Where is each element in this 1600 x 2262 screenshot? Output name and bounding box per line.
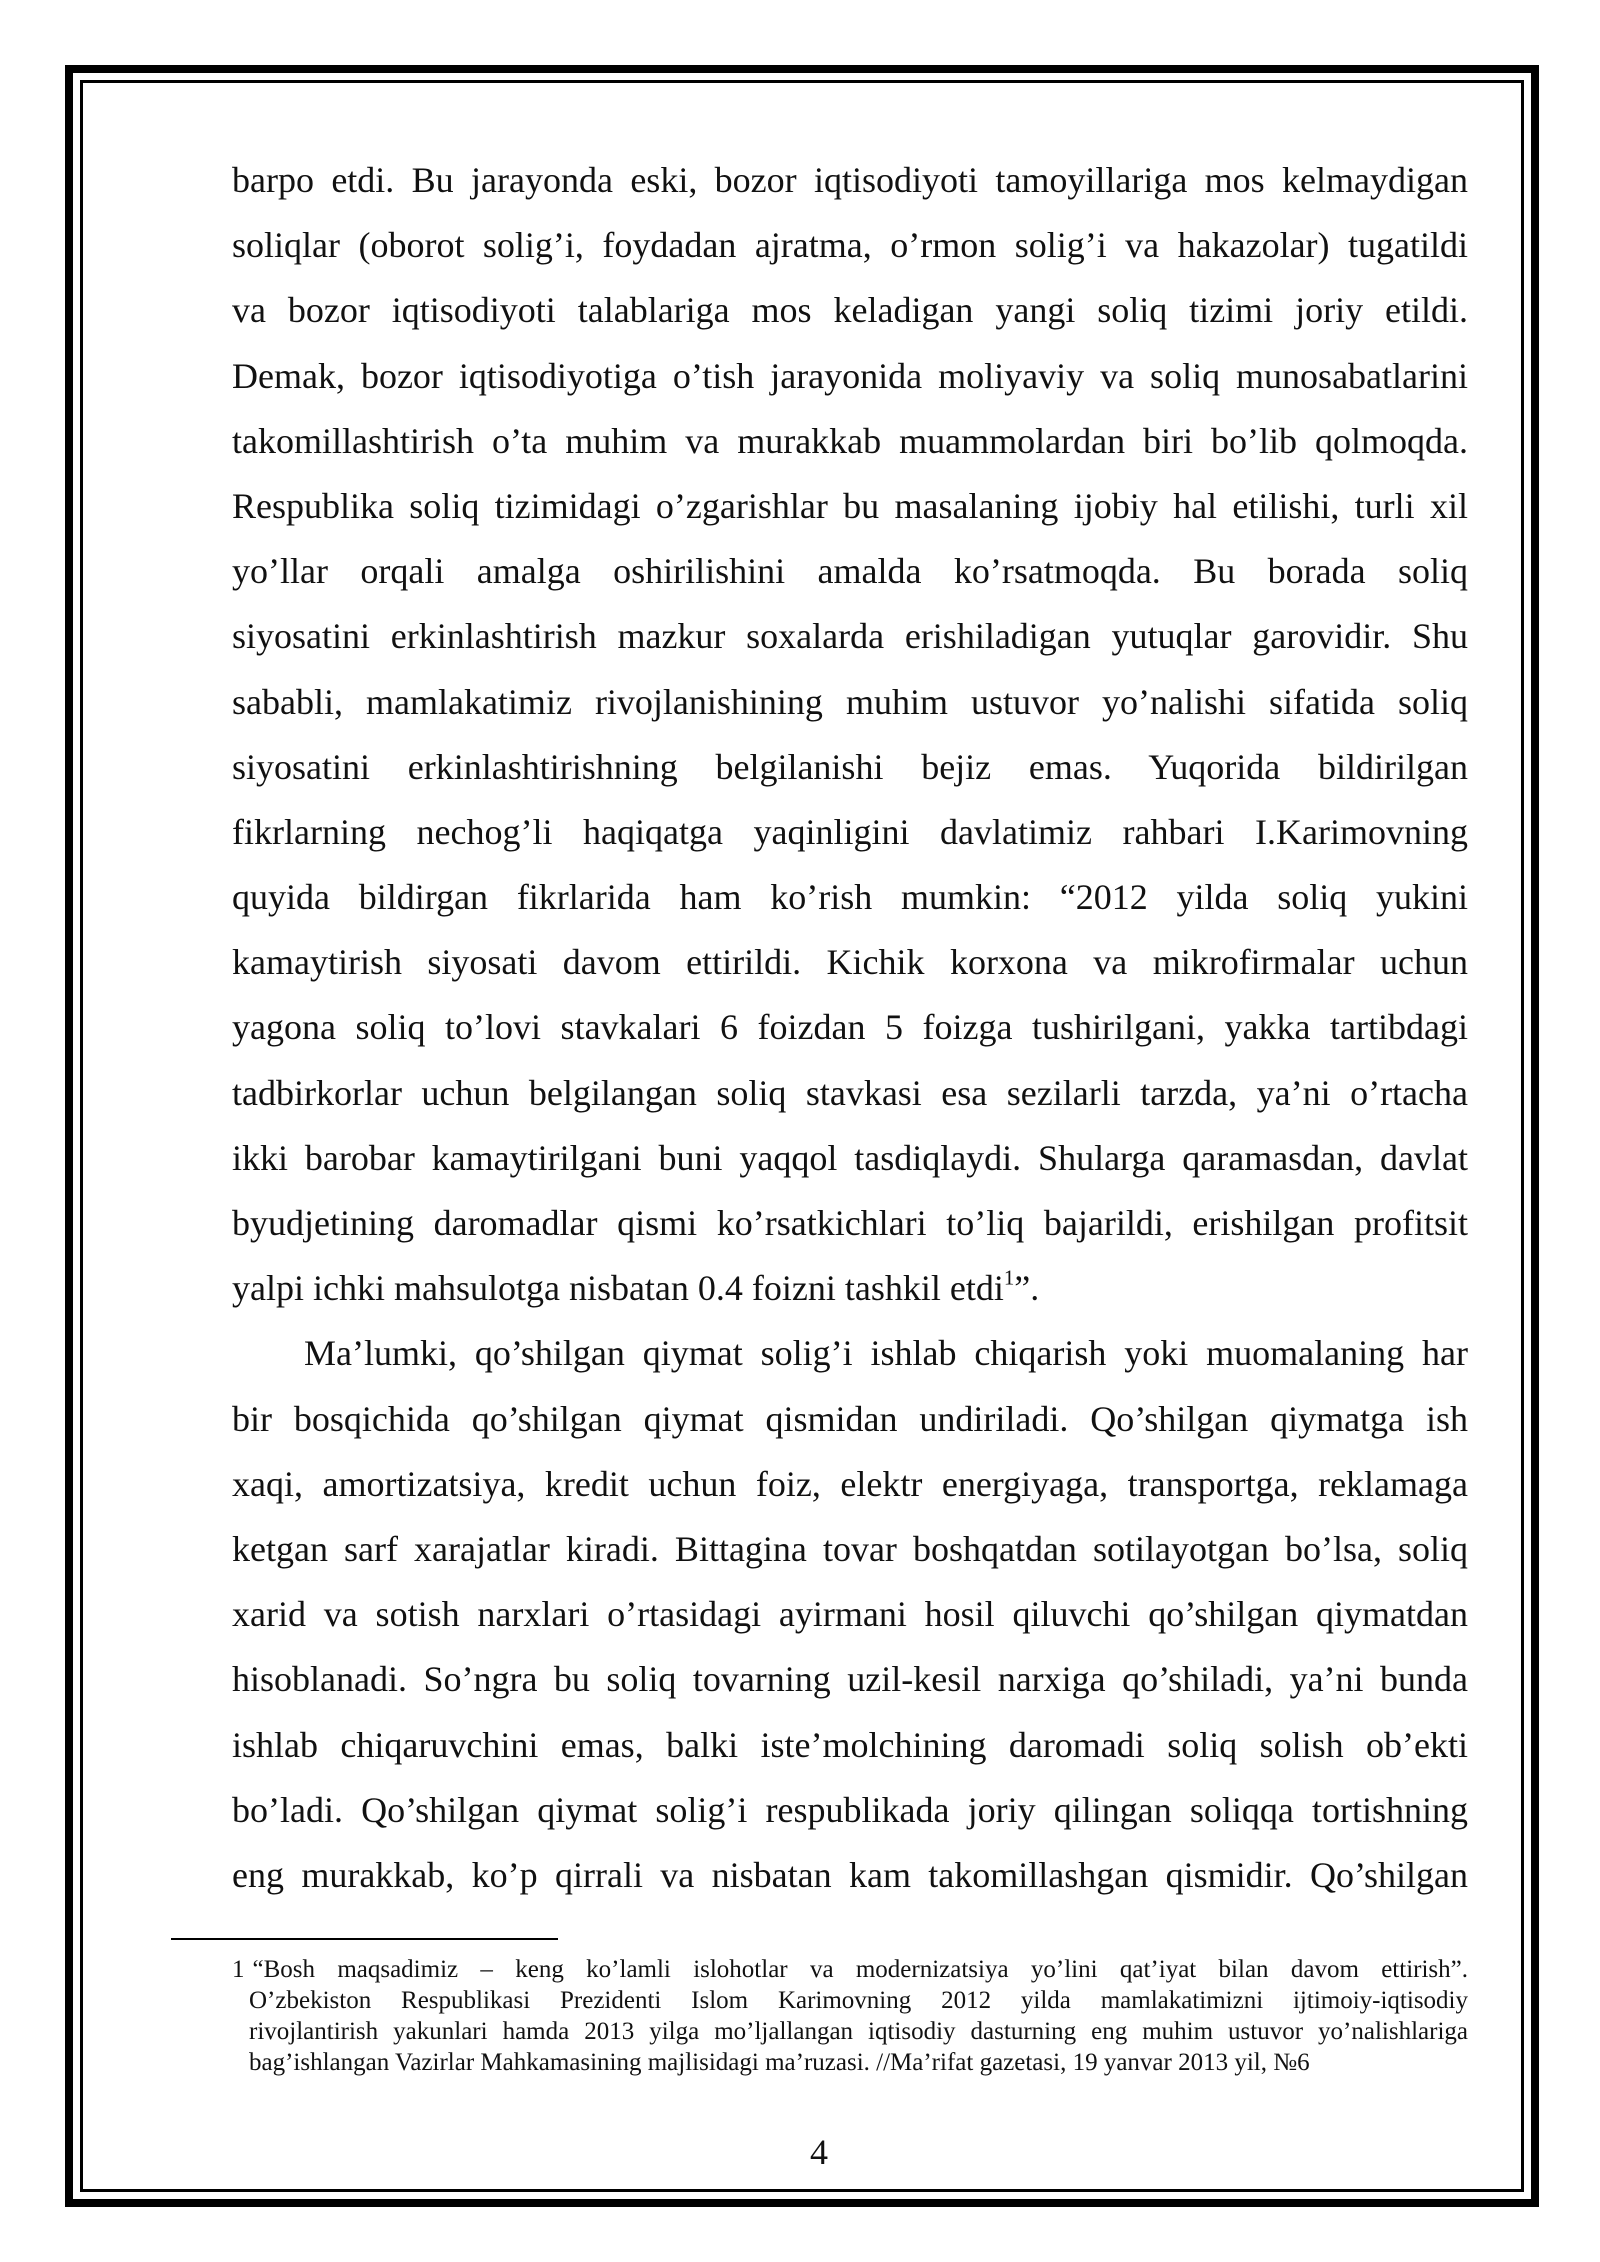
body-line: Demak, bozor iqtisodiyotiga o’tish jarayonida moliyaviy va soliq munosabatlarini [232, 355, 1468, 396]
body-line: ikki barobar kamaytirilgani buni yaqqol tasdiqlaydi. Shularga qaramasdan, davlat [232, 1137, 1468, 1178]
body-line: ishlab chiqaruvchini emas, balki iste’molchining daromadi soliq solish ob’ekti [232, 1724, 1468, 1765]
body-line: sababli, mamlakatimiz rivojlanishining muhim ustuvor yo’nalishi sifatida soliq [232, 681, 1468, 722]
footnote-line: O’zbekiston Respublikasi Prezidenti Islom Karimovning 2012 yilda mamlakatimizni ijtimoiy-iqtisodiy [249, 1987, 1468, 2014]
body-line: bir bosqichida qo’shilgan qiymat qismidan undiriladi. Qo’shilgan qiymatga ish [232, 1398, 1468, 1439]
footnote [232, 1954, 1468, 2078]
body-line: byudjetining daromadlar qismi ko’rsatkichlari to’liq bajarildi, erishilgan profitsit [232, 1203, 1468, 1243]
body-line: Respublika soliq tizimidagi o’zgarishlar bu masalaning ijobiy hal etilishi, turli xil [232, 485, 1468, 526]
body-line: soliqlar (oborot solig’i, foydadan ajratma, o’rmon solig’i va hakazolar) tugatildi [232, 225, 1468, 266]
body-line: yagona soliq to’lovi stavkalari 6 foizdan 5 foizga tushirilgani, yakka tartibdagi [232, 1007, 1468, 1048]
body-line: hisoblanadi. So’ngra bu soliq tovarning uzil-kesil narxiga qo’shiladi, ya’ni bunda [232, 1659, 1468, 1700]
paragraph-2 [232, 1321, 1468, 1908]
body-line: tadbirkorlar uchun belgilangan soliq stavkasi esa sezilarli tarzda, ya’ni o’rtacha [232, 1072, 1468, 1113]
footnote-line: rivojlantirish yakunlari hamda 2013 yilga mo’ljallangan iqtisodiy dasturning eng muhim ustuvor yo’nalishlariga [249, 2018, 1468, 2045]
closing-quote: ”. [1014, 1268, 1040, 1309]
body-line: eng murakkab, ko’p qirrali va nisbatan kam takomillashgan qismidir. Qo’shilgan [232, 1854, 1468, 1895]
body-line: fikrlarning nechog’li haqiqatga yaqinligini davlatimiz rahbari I.Karimovning [232, 811, 1468, 852]
body-line: bo’ladi. Qo’shilgan qiymat solig’i respublikada joriy qilingan soliqqa tortishning [232, 1789, 1468, 1830]
footnote-reference: 1 [1003, 1265, 1015, 1290]
body-line: siyosatini erkinlashtirishning belgilanishi bejiz emas. Yuqorida bildirilgan [232, 746, 1468, 787]
paragraph-1 [232, 148, 1468, 1321]
body-line: kamaytirish siyosati davom ettirildi. Kichik korxona va mikrofirmalar uchun [232, 942, 1468, 983]
footnote-line: bag’ishlangan Vazirlar Mahkamasining majlisidagi ma’ruzasi. //Ma’rifat gazetasi, 19 yanvar 2013 yil, №6 [249, 2049, 1310, 2076]
footnote-separator [171, 1938, 558, 1940]
body-line-first: Ma’lumki, qo’shilgan qiymat solig’i ishlab chiqarish yoki muomalaning har [304, 1333, 1468, 1374]
body-line-text: yalpi ichki mahsulotga nisbatan 0.4 foizni tashkil etdi [232, 1268, 1004, 1309]
body-line: yo’llar orqali amalga oshirilishini amalda ko’rsatmoqda. Bu borada soliq [232, 551, 1468, 592]
body-line: takomillashtirish o’ta muhim va murakkab muammolardan biri bo’lib qolmoqda. [232, 420, 1468, 461]
body-line: quyida bildirgan fikrlarida ham ko’rish mumkin: “2012 yilda soliq yukini [232, 877, 1468, 918]
body-line: barpo etdi. Bu jarayonda eski, bozor iqtisodiyoti tamoyillariga mos kelmaydigan [232, 160, 1468, 200]
body-line: ketgan sarf xarajatlar kiradi. Bittagina tovar boshqatdan sotilayotgan bo’lsa, soliq [232, 1528, 1468, 1569]
body-line: siyosatini erkinlashtirish mazkur soxalarda erishiladigan yutuqlar garovidir. Shu [232, 616, 1468, 657]
footnote-number: 1 [232, 1956, 245, 1983]
page-number: 4 [810, 2132, 828, 2172]
body-line-last [232, 1256, 1468, 1321]
footnote-text: “Bosh maqsadimiz – keng ko’lamli islohotlar va modernizatsiya yo’lini qat’iyat bilan davom ettirish”. [252, 1956, 1468, 1983]
body-line: va bozor iqtisodiyoti talablariga mos keladigan yangi soliq tizimi joriy etildi. [232, 290, 1468, 331]
body-line: xarid va sotish narxlari o’rtasidagi ayirmani hosil qiluvchi qo’shilgan qiymatdan [232, 1594, 1468, 1635]
footnote-line [232, 1954, 1468, 1985]
body-text [232, 148, 1468, 1908]
body-line: xaqi, amortizatsiya, kredit uchun foiz, elektr energiyaga, transportga, reklamaga [232, 1463, 1468, 1504]
